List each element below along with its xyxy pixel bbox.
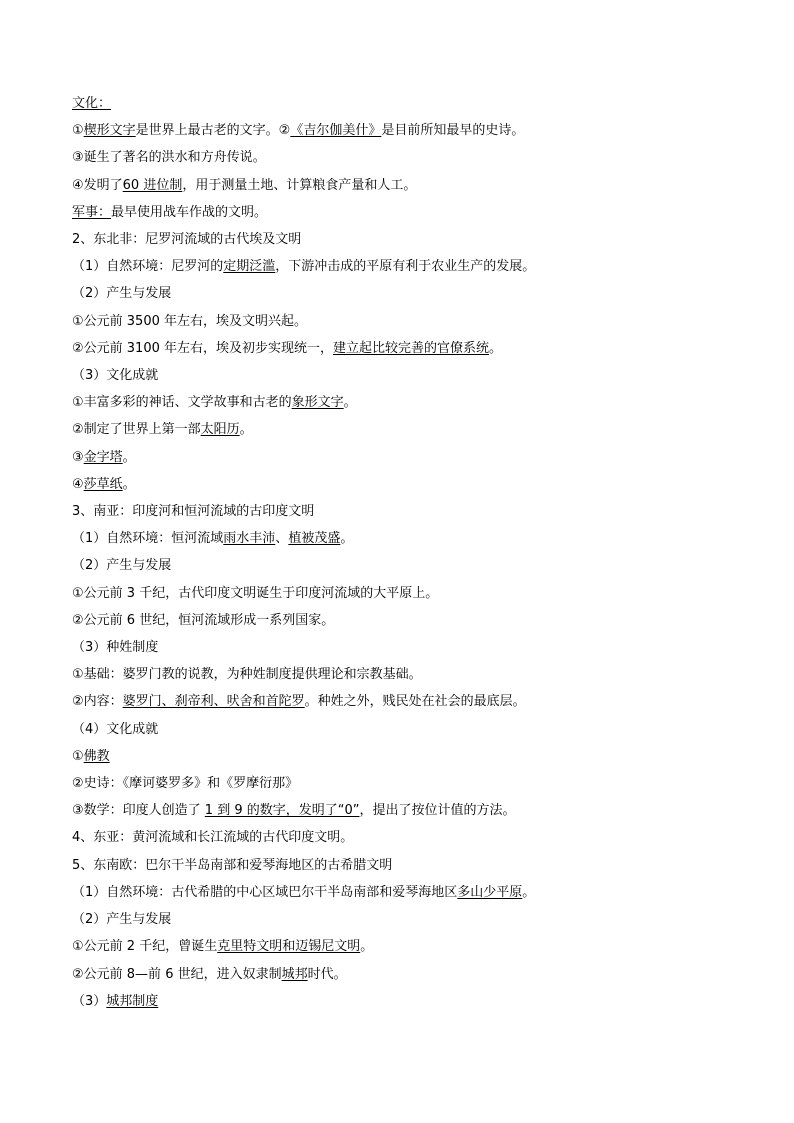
text-segment: ②制定了世界上第一部 [72,422,201,438]
text-segment: ① [72,748,84,764]
text-line [72,743,732,770]
underlined-text: 《吉尔伽美什》 [290,123,382,139]
underlined-text: 建立起比较完善的官僚系统 [333,340,490,356]
text-line [72,389,732,416]
text-segment: ③诞生了著名的洪水和方舟传说。 [72,150,266,166]
text-line [72,90,732,117]
text-segment: 时代。 [307,966,347,982]
underlined-text: 金字塔 [83,449,123,465]
text-line [72,280,732,307]
text-line [72,498,732,525]
text-segment: （2）产生与发展 [72,286,172,302]
text-line [72,226,732,253]
underlined-text: 定期泛滥 [223,259,276,275]
text-segment: ，提出了按位计值的方法。 [359,803,516,819]
text-segment: （1）自然环境：古代希腊的中心区域巴尔干半岛南部和爱琴海地区 [72,884,458,900]
text-segment: 。 [239,422,253,438]
text-segment: ②公元前 6 世纪，恒河流域形成一系列国家。 [72,612,335,628]
text-line [72,852,732,879]
text-segment: ③ [72,449,84,465]
text-segment: 。 [489,340,503,356]
underlined-text: 楔形文字 [83,123,136,139]
text-segment: 。 [122,449,136,465]
underlined-text: 婆罗门、刹帝利、吠舍和首陀罗 [122,694,305,710]
text-line [72,144,732,171]
text-line [72,444,732,471]
text-segment: 5、东南欧：巴尔干半岛南部和爱琴海地区的古希腊文明 [72,857,393,873]
document-page [72,90,732,1015]
text-line [72,335,732,362]
text-segment: ②公元前 8—前 6 世纪，进入奴隶制 [72,966,282,982]
underlined-text: 雨水丰沛 [223,531,276,547]
underlined-text: 佛教 [83,748,110,764]
text-line [72,770,732,797]
text-line [72,580,732,607]
text-segment: 是目前所知最早的史诗。 [381,123,525,139]
underlined-text: 文化： [72,96,112,111]
text-line [72,824,732,851]
underlined-text: 克里特文明和迈锡尼文明 [217,939,361,955]
text-line [72,988,732,1015]
text-line [72,716,732,743]
text-segment: ① [72,123,84,139]
text-segment: ③数学：印度人创造了 [72,803,205,819]
text-line [72,661,732,688]
text-segment: （3）种姓制度 [72,640,159,656]
text-segment: ，下游冲击成的平原有利于农业生产的发展。 [275,259,536,275]
text-line [72,797,732,824]
text-segment: ，用于测量土地、计算粮食产量和人工。 [182,177,417,193]
text-segment: ①基础：婆罗门教的说教，为种姓制度提供理论和宗教基础。 [72,667,422,683]
text-segment: （1）自然环境：尼罗河的 [72,259,224,275]
text-segment: 最早使用战车作战的文明。 [111,204,268,220]
text-line [72,471,732,498]
text-segment: ①公元前 3 千纪，古代印度文明诞生于印度河流域的大平原上。 [72,585,439,601]
text-line [72,362,732,389]
text-segment: 。 [340,531,354,547]
text-segment: 。 [122,476,136,492]
text-line [72,253,732,280]
text-segment: ②内容： [72,694,123,710]
text-segment: ④ [72,476,84,492]
text-line [72,933,732,960]
underlined-text: 植被茂盛 [288,531,341,547]
text-line [72,961,732,988]
text-segment: 2、东北非：尼罗河流域的古代埃及文明 [72,232,302,248]
text-segment: ①公元前 2 千纪，曾诞生 [72,939,218,955]
text-segment: 4、东亚：黄河流域和长江流域的古代印度文明。 [72,830,354,846]
underlined-text: 60 进位制 [122,177,183,193]
text-segment: ②公元前 3100 年左右，埃及初步实现统一， [72,340,334,356]
underlined-text: 象形文字 [291,395,344,411]
underlined-text: 城邦 [281,966,308,982]
text-segment: 。种姓之外，贱民处在社会的最底层。 [304,694,526,710]
text-segment: ④发明了 [72,177,123,193]
text-line [72,906,732,933]
text-segment: （2）产生与发展 [72,912,172,928]
underlined-text: 太阳历 [200,422,240,438]
text-segment: 。 [343,395,357,411]
underlined-text: 军事： [72,204,112,220]
text-line [72,199,732,226]
text-segment: ②史诗：《摩诃婆罗多》和《罗摩衍那》 [72,776,299,792]
text-segment: （1）自然环境：恒河流域 [72,531,224,547]
text-line [72,172,732,199]
text-segment: （4）文化成就 [72,721,159,737]
text-segment: 3、南亚：印度河和恒河流域的古印度文明 [72,504,315,520]
text-segment: ①公元前 3500 年左右，埃及文明兴起。 [72,313,308,329]
text-line [72,525,732,552]
text-line [72,308,732,335]
underlined-text: 城邦制度 [106,993,159,1009]
text-segment: 。 [522,884,536,900]
text-segment: 、 [275,531,289,547]
text-line [72,552,732,579]
text-line [72,688,732,715]
text-line [72,879,732,906]
text-segment: 是世界上最古老的文字。② [135,123,291,139]
text-segment: （3） [72,993,107,1009]
text-line [72,416,732,443]
text-line [72,634,732,661]
text-segment: （2）产生与发展 [72,558,172,574]
underlined-text: 莎草纸 [83,476,123,492]
text-segment: （3）文化成就 [72,368,159,384]
text-segment: 。 [360,939,374,955]
text-line [72,607,732,634]
underlined-text: 1 到 9 的数字，发明了“0” [204,803,360,819]
text-segment: ①丰富多彩的神话、文学故事和古老的 [72,395,292,411]
underlined-text: 多山少平原 [457,884,523,900]
text-line [72,117,732,144]
